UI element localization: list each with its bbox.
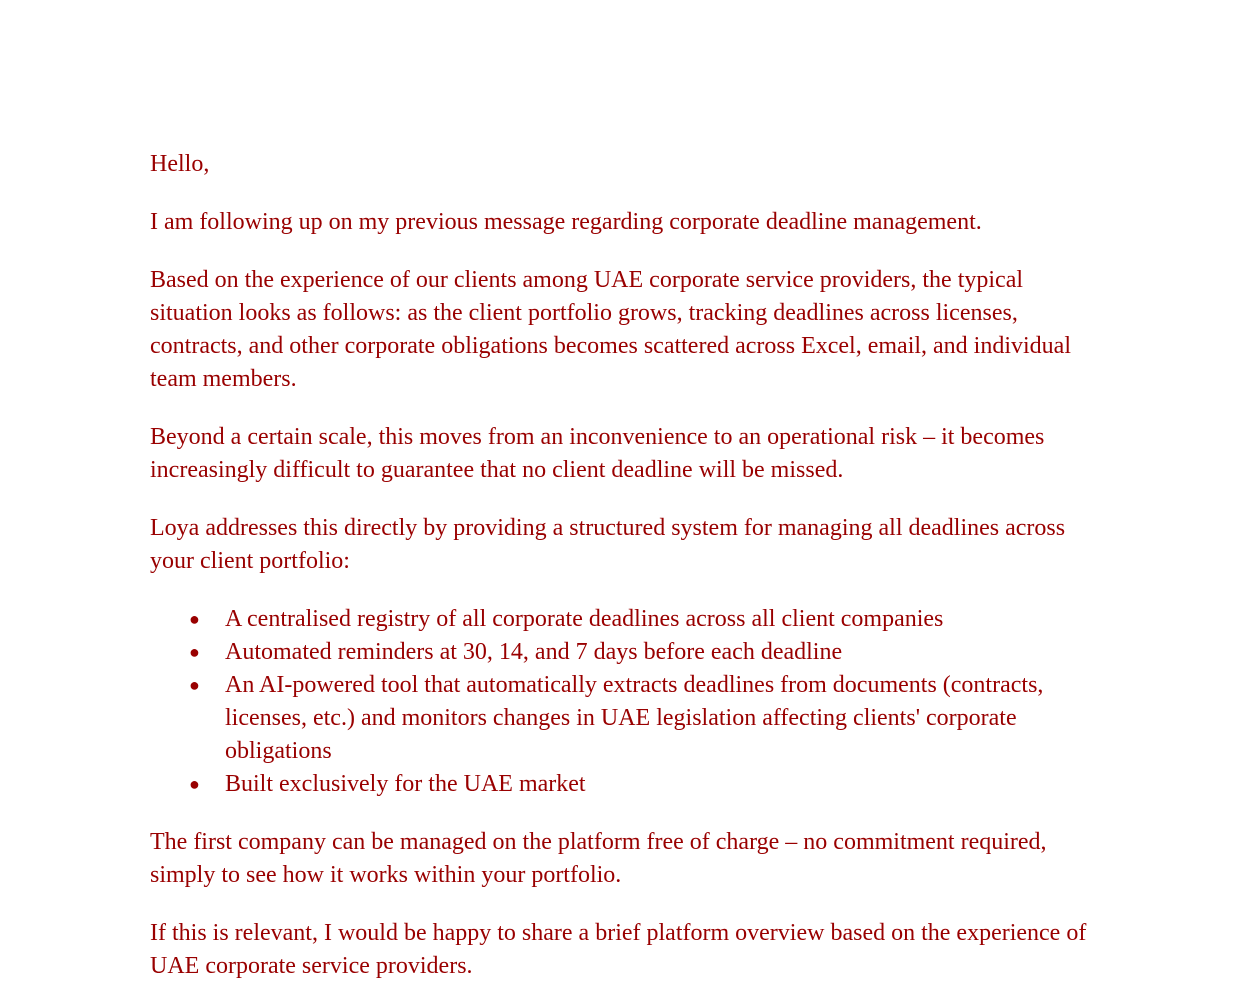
bullet-icon: ●: [189, 609, 200, 629]
feature-list: [150, 603, 1110, 801]
list-item-text: Automated reminders at 30, 14, and 7 days before each deadline: [225, 639, 843, 665]
paragraph-loya-intro: Loya addresses this directly by providing a structured system for managing all deadlines across your client portfolio:: [150, 515, 1066, 574]
paragraph-typical-situation: Based on the experience of our clients among UAE corporate service providers, the typical situation looks as follows: as the client portfolio grows, tracking deadlines across licenses, contracts, and other corporate obligations becomes scattered across Excel, email, and individual team members.: [150, 267, 1071, 392]
list-item-text: An AI-powered tool that automatically extracts deadlines from documents (contracts, licenses, etc.) and monitors changes in UAE legislation affecting clients' corporate obligations: [225, 672, 1044, 764]
list-item: [150, 636, 1110, 669]
email-body: [150, 148, 1110, 1008]
paragraph-free-trial: The first company can be managed on the platform free of charge – no commitment required, simply to see how it works within your portfolio.: [150, 829, 1047, 888]
paragraph-operational-risk: Beyond a certain scale, this moves from an inconvenience to an operational risk – it becomes increasingly difficult to guarantee that no client deadline will be missed.: [150, 424, 1045, 483]
bullet-icon: ●: [189, 642, 200, 662]
bullet-icon: ●: [189, 774, 200, 794]
list-item: [150, 669, 1110, 768]
paragraph-follow-up: I am following up on my previous message regarding corporate deadline management.: [150, 209, 982, 235]
paragraph-overview-offer: If this is relevant, I would be happy to share a brief platform overview based on the experience of UAE corporate service providers.: [150, 920, 1087, 979]
greeting: Hello,: [150, 151, 210, 177]
list-item-text: A centralised registry of all corporate deadlines across all client companies: [225, 606, 944, 632]
bullet-icon: ●: [189, 675, 200, 695]
list-item-text: Built exclusively for the UAE market: [225, 771, 586, 797]
list-item: [150, 768, 1110, 801]
list-item: [150, 603, 1110, 636]
